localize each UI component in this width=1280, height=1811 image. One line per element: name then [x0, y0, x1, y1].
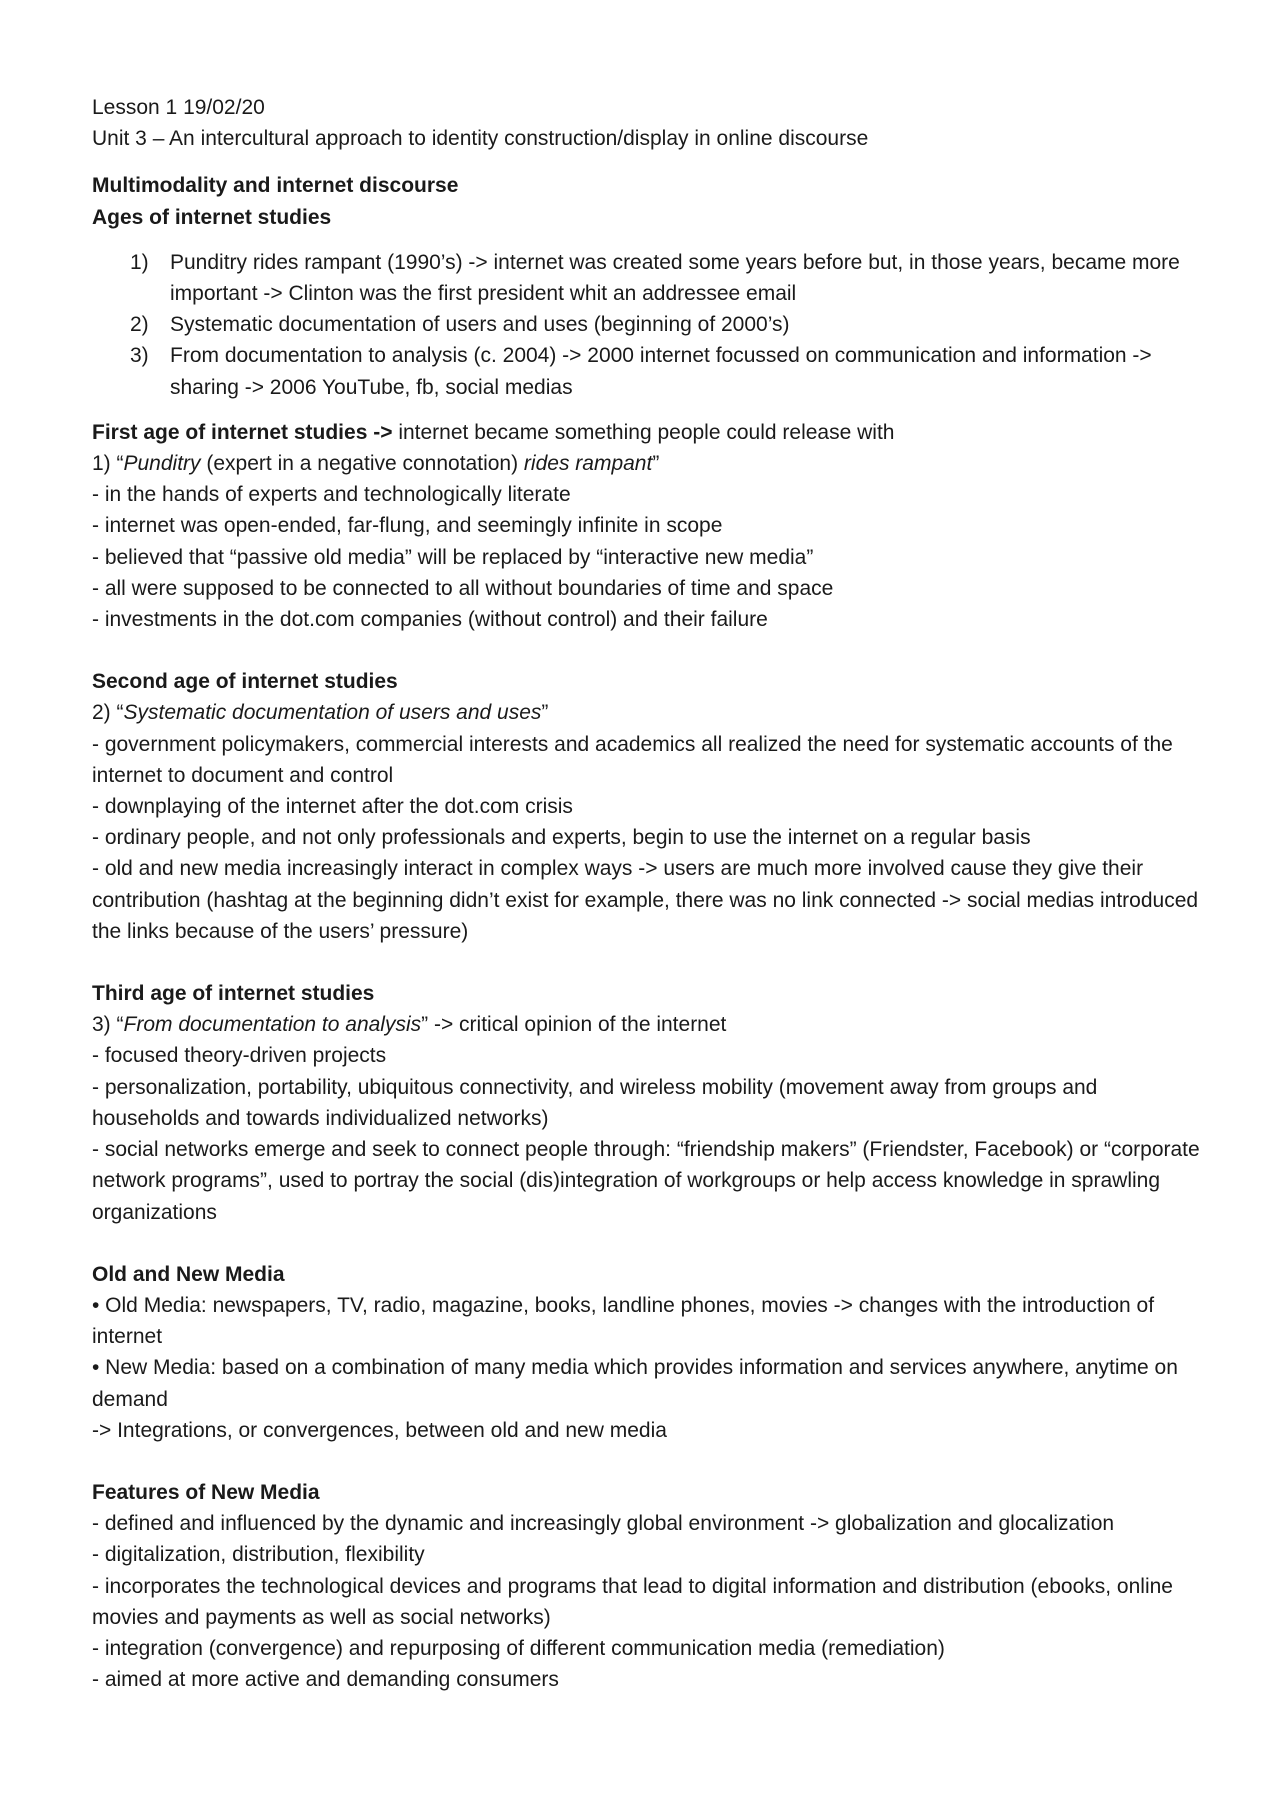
list-item: - aimed at more active and demanding consumers	[92, 1668, 559, 1692]
spacer	[92, 1446, 1202, 1477]
section-title: Multimodality and internet discourse	[92, 174, 459, 198]
list-item: - integration (convergence) and repurposing of different communication media (remediation)	[92, 1636, 945, 1660]
intro-text: ”	[652, 452, 660, 476]
list-item: - government policymakers, commercial interests and academics all realized the need for systematic accounts of the internet to document and control	[92, 732, 1173, 787]
third-age-title: Third age of internet studies	[92, 982, 375, 1006]
list-item	[92, 340, 1202, 402]
intro-number: 2) “	[92, 701, 124, 725]
spacer	[92, 1228, 1202, 1259]
features-title: Features of New Media	[92, 1480, 320, 1504]
list-item: - personalization, portability, ubiquitous connectivity, and wireless mobility (movement away from groups and households and towards individualized networks)	[92, 1075, 1098, 1130]
first-age-intro	[92, 448, 1202, 479]
first-age-heading	[92, 417, 1202, 448]
list-item: - incorporates the technological devices and programs that lead to digital information and distribution (ebooks, online movies and payments as well as social networks)	[92, 1574, 1173, 1629]
list-item: - all were supposed to be connected to all without boundaries of time and space	[92, 576, 834, 600]
spacer	[92, 635, 1202, 666]
intro-text: ”	[541, 701, 549, 725]
document-page	[92, 92, 1202, 1695]
intro-number: 1) “	[92, 452, 124, 476]
list-item: - digitalization, distribution, flexibility	[92, 1543, 425, 1567]
list-item: - ordinary people, and not only professionals and experts, begin to use the internet on a regular basis	[92, 826, 1031, 850]
intro-text: (expert in a negative connotation)	[200, 452, 524, 476]
list-item: - social networks emerge and seek to connect people through: “friendship makers” (Friendster, Facebook) or “corporate network programs”, used to portray the social (dis)integration of workgroups or help access knowledge in sprawling organizations	[92, 1138, 1200, 1224]
list-item: • New Media: based on a combination of many media which provides information and services anywhere, anytime on demand	[92, 1356, 1178, 1411]
intro-italic: Punditry	[123, 452, 201, 476]
list-item: -> Integrations, or convergences, between old and new media	[92, 1418, 667, 1442]
second-age-intro	[92, 697, 1202, 728]
list-item: - focused theory-driven projects	[92, 1044, 387, 1068]
second-age-title: Second age of internet studies	[92, 670, 398, 694]
list-item	[92, 247, 1202, 309]
old-new-title: Old and New Media	[92, 1262, 285, 1286]
intro-italic: rides rampant	[523, 452, 653, 476]
list-number: 2)	[130, 313, 149, 337]
list-item: - internet was open-ended, far-flung, and seemingly infinite in scope	[92, 514, 723, 538]
spacer	[92, 154, 1202, 170]
list-text: From documentation to analysis (c. 2004) -> 2000 internet focussed on communication and information -> sharing -> 2006 YouTube, fb, social medias	[170, 344, 1152, 399]
list-item: - investments in the dot.com companies (without control) and their failure	[92, 608, 768, 632]
list-item	[92, 309, 1202, 340]
unit-title: Unit 3 – An intercultural approach to identity construction/display in online discourse	[92, 127, 869, 151]
list-number: 3)	[130, 344, 149, 368]
list-item: - in the hands of experts and technologically literate	[92, 483, 571, 507]
list-item: - downplaying of the internet after the dot.com crisis	[92, 795, 573, 819]
intro-italic: Systematic documentation of users and uses	[123, 701, 542, 725]
list-text: Punditry rides rampant (1990’s) -> internet was created some years before but, in those years, became more important -> Clinton was the first president whit an addressee email	[170, 250, 1180, 306]
list-item: • Old Media: newspapers, TV, radio, magazine, books, landline phones, movies -> changes with the introduction of internet	[92, 1293, 1155, 1349]
lesson-date: Lesson 1 19/02/20	[92, 96, 265, 119]
third-age-intro	[92, 1009, 1202, 1040]
spacer	[92, 947, 1202, 978]
list-item: - believed that “passive old media” will be replaced by “interactive new media”	[92, 545, 814, 569]
list-text: Systematic documentation of users and uses (beginning of 2000’s)	[170, 313, 790, 337]
list-item: - defined and influenced by the dynamic and increasingly global environment -> globalization and glocalization	[92, 1512, 1115, 1536]
section-subtitle: Ages of internet studies	[92, 205, 332, 229]
ages-list	[92, 247, 1202, 403]
first-age-title-rest: internet became something people could release with	[392, 420, 895, 444]
list-number: 1)	[130, 250, 149, 274]
intro-italic: From documentation to analysis	[123, 1013, 422, 1037]
intro-text: ” -> critical opinion of the internet	[421, 1013, 727, 1037]
intro-number: 3) “	[92, 1013, 124, 1037]
first-age-title: First age of internet studies ->	[92, 420, 393, 444]
list-item: - old and new media increasingly interact in complex ways -> users are much more involved cause they give their contribution (hashtag at the beginning didn’t exist for example, there was no link connected -> social medias introduced the links because of the users’ pressure)	[92, 857, 1199, 943]
